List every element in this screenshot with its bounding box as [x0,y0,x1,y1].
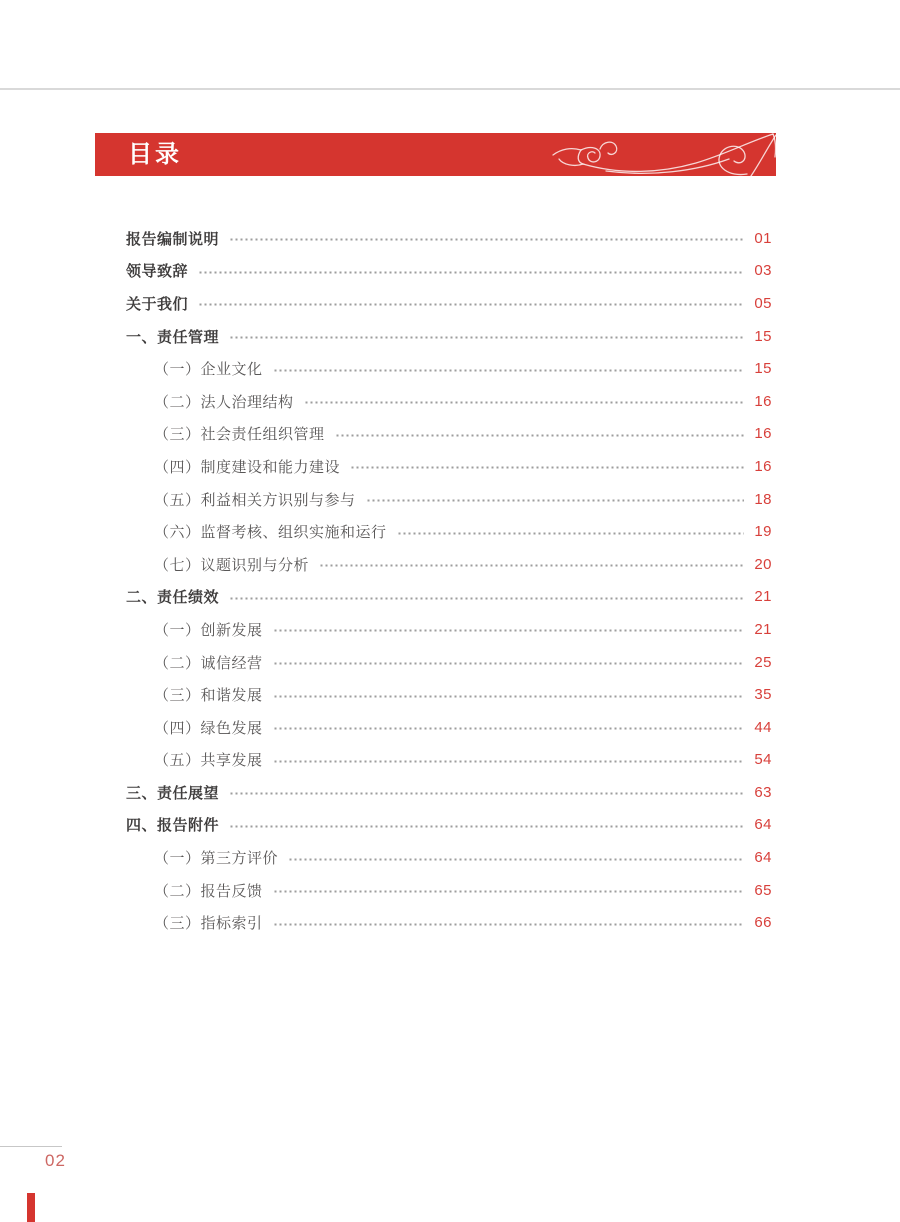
toc-entry-label: 一、责任管理 [126,328,220,346]
dotted-leader [273,629,744,632]
toc-entry-label: （四）制度建设和能力建设 [154,458,341,476]
toc-entry-page-number: 15 [754,360,772,378]
dotted-leader [350,466,744,469]
toc-entry [126,287,772,320]
toc-entry-page-number: 16 [754,425,772,443]
dotted-leader [273,890,744,893]
toc-entry-page-number: 21 [754,588,772,606]
dotted-leader [229,336,744,339]
toc-entry [126,450,772,483]
footer-page-number: 02 [45,1151,66,1170]
toc-entry-page-number: 54 [754,751,772,769]
corner-accent-bar [27,1193,35,1222]
toc-entry [126,809,772,842]
toc-entry-page-number: 19 [754,523,772,541]
dotted-leader [397,532,744,535]
toc-entry-label: （三）社会责任组织管理 [154,426,325,444]
toc-entry [126,678,772,711]
toc-entry-page-number: 20 [754,555,772,573]
top-divider [0,88,900,90]
toc-entry-page-number: 63 [754,783,772,801]
toc-entry-label: 四、报告附件 [126,817,220,835]
dotted-leader [273,923,744,926]
toc-entry [126,711,772,744]
toc-entry [126,320,772,353]
toc-entry-label: 报告编制说明 [126,230,220,248]
toc-entry-label: （一）创新发展 [154,621,263,639]
footer-divider [0,1146,62,1147]
dotted-leader [366,499,744,502]
toc-entry [126,548,772,581]
toc-entry-label: （五）共享发展 [154,752,263,770]
dotted-leader [288,858,744,861]
toc-entry-page-number: 25 [754,653,772,671]
dotted-leader [335,434,744,437]
dotted-leader [229,238,744,241]
toc-entry [126,613,772,646]
toc-entry-page-number: 16 [754,457,772,475]
toc-entry-page-number: 15 [754,327,772,345]
toc-entry-label: 领导致辞 [126,263,189,281]
toc-entry [126,483,772,516]
toc-entry [126,646,772,679]
toc-header-bar [95,133,776,176]
toc-entry-page-number: 21 [754,620,772,638]
page-title: 目录 [128,140,182,168]
toc-entry [126,906,772,939]
toc-entry [126,255,772,288]
toc-entry-label: 三、责任展望 [126,784,220,802]
dotted-leader [198,303,744,306]
dotted-leader [229,792,744,795]
toc-entry-label: （二）法人治理结构 [154,393,294,411]
toc-entry-page-number: 65 [754,881,772,899]
toc-entry-page-number: 05 [754,294,772,312]
dotted-leader [319,564,744,567]
toc-entry-page-number: 03 [754,262,772,280]
toc-entry [126,515,772,548]
toc-entry-page-number: 44 [754,718,772,736]
toc-entry-label: （三）指标索引 [154,915,263,933]
toc-entry [126,418,772,451]
dotted-leader [229,825,744,828]
toc-entry-label: （五）利益相关方识别与参与 [154,491,356,509]
toc-entry-label: （一）企业文化 [154,361,263,379]
toc-entry [126,352,772,385]
toc-entry-label: （七）议题识别与分析 [154,556,310,574]
toc-entry [126,776,772,809]
toc-entry-label: 关于我们 [126,295,189,313]
toc-entry [126,874,772,907]
toc-entry-label: （六）监督考核、组织实施和运行 [154,524,387,542]
toc-entry-label: （三）和谐发展 [154,687,263,705]
toc-entry-page-number: 16 [754,392,772,410]
toc-entry-label: （一）第三方评价 [154,850,279,868]
toc-entry [126,841,772,874]
dotted-leader [198,271,744,274]
toc-entry-page-number: 35 [754,686,772,704]
toc-entry [126,581,772,614]
toc-entry [126,222,772,255]
dotted-leader [273,369,744,372]
toc-entry [126,385,772,418]
toc-entry-label: （二）诚信经营 [154,654,263,672]
dotted-leader [273,662,744,665]
auspicious-cloud-icon [551,133,776,176]
toc-entry-page-number: 01 [754,229,772,247]
toc-entry-page-number: 18 [754,490,772,508]
dotted-leader [273,760,744,763]
dotted-leader [273,727,744,730]
toc-entry-label: （二）报告反馈 [154,882,263,900]
toc-entry-label: 二、责任绩效 [126,589,220,607]
dotted-leader [229,597,744,600]
table-of-contents [126,222,772,939]
dotted-leader [273,695,744,698]
toc-entry-label: （四）绿色发展 [154,719,263,737]
toc-entry-page-number: 64 [754,849,772,867]
toc-entry-page-number: 66 [754,914,772,932]
dotted-leader [304,401,744,404]
toc-entry-page-number: 64 [754,816,772,834]
toc-entry [126,744,772,777]
